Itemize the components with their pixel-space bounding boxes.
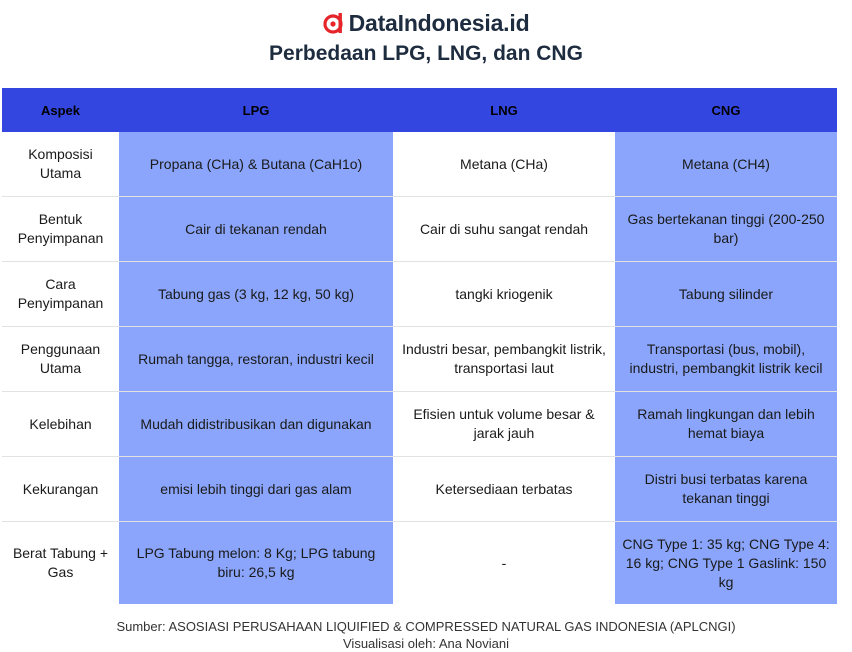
cng-cell: CNG Type 1: 35 kg; CNG Type 4: 16 kg; CNG Type 1 Gaslink: 150 kg: [615, 522, 837, 605]
lpg-cell: LPG Tabung melon: 8 Kg; LPG tabung biru: 26,5 kg: [119, 522, 393, 605]
lng-cell: -: [393, 522, 615, 605]
aspect-cell: Bentuk Penyimpanan: [2, 197, 119, 262]
table-row: [2, 522, 837, 605]
aspect-cell: Komposisi Utama: [2, 132, 119, 197]
lng-cell: Metana (CHa): [393, 132, 615, 197]
aspect-cell: Berat Tabung + Gas: [2, 522, 119, 605]
aspect-cell: Penggunaan Utama: [2, 327, 119, 392]
cng-cell: Tabung silinder: [615, 262, 837, 327]
brand-name: DataIndonesia.id: [348, 9, 530, 36]
brand-header: [0, 8, 852, 38]
lng-cell: tangki kriogenik: [393, 262, 615, 327]
source-note: Sumber: ASOSIASI PERUSAHAAN LIQUIFIED & COMPRESSED NATURAL GAS INDONESIA (APLCNGI): [116, 619, 736, 634]
lpg-cell: Mudah didistribusikan dan digunakan: [119, 392, 393, 457]
aspect-cell: Cara Penyimpanan: [2, 262, 119, 327]
lng-cell: Industri besar, pembangkit listrik, transportasi laut: [393, 327, 615, 392]
table-header-row: [2, 88, 837, 132]
aspect-cell: Kekurangan: [2, 457, 119, 522]
lpg-cell: Propana (CHa) & Butana (CaH1o): [119, 132, 393, 197]
lng-cell: Ketersediaan terbatas: [393, 457, 615, 522]
table-row: [2, 132, 837, 197]
column-header-lpg: LPG: [119, 88, 393, 132]
cng-cell: Ramah lingkungan dan lebih hemat biaya: [615, 392, 837, 457]
lpg-cell: Rumah tangga, restoran, industri kecil: [119, 327, 393, 392]
column-header-cng: CNG: [615, 88, 837, 132]
column-header-lng: LNG: [393, 88, 615, 132]
comparison-table: [2, 88, 837, 604]
page-title: Perbedaan LPG, LNG, dan CNG: [269, 42, 583, 65]
credit-note: Visualisasi oleh: Ana Noviani: [343, 636, 509, 651]
table-row: [2, 327, 837, 392]
lng-cell: Cair di suhu sangat rendah: [393, 197, 615, 262]
table-row: [2, 197, 837, 262]
d-logo-icon: [323, 12, 345, 34]
table-row: [2, 262, 837, 327]
cng-cell: Metana (CH4): [615, 132, 837, 197]
column-header-aspek: Aspek: [2, 88, 119, 132]
cng-cell: Gas bertekanan tinggi (200-250 bar): [615, 197, 837, 262]
lpg-cell: Tabung gas (3 kg, 12 kg, 50 kg): [119, 262, 393, 327]
cng-cell: Distri busi terbatas karena tekanan tinggi: [615, 457, 837, 522]
lpg-cell: Cair di tekanan rendah: [119, 197, 393, 262]
footer: [0, 618, 852, 652]
lng-cell: Efisien untuk volume besar & jarak jauh: [393, 392, 615, 457]
lpg-cell: emisi lebih tinggi dari gas alam: [119, 457, 393, 522]
aspect-cell: Kelebihan: [2, 392, 119, 457]
table-row: [2, 457, 837, 522]
table-row: [2, 392, 837, 457]
cng-cell: Transportasi (bus, mobil), industri, pembangkit listrik kecil: [615, 327, 837, 392]
